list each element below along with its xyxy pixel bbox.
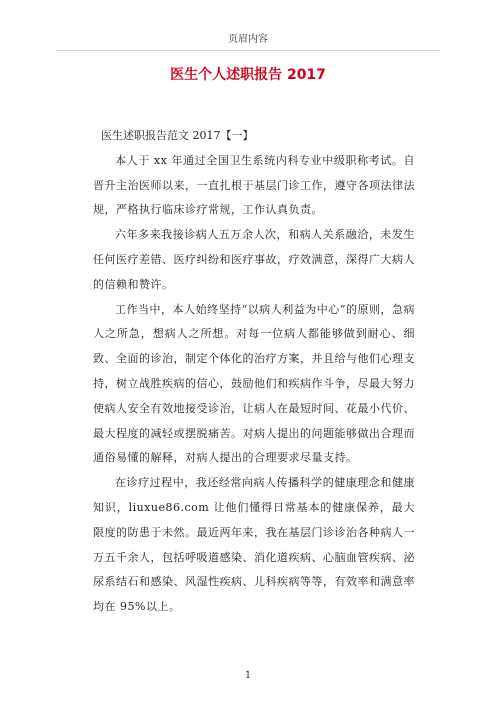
paragraph-1: 本人于 xx 年通过全国卫生系统内科专业中级职称考试。自晋升主治医师以来，一直扎根于基层门诊工作，遵守各项法律法规，严格执行临床诊疗常规，工作认真负责。 xyxy=(93,153,415,217)
paragraph-2: 六年多来我接诊病人五万余人次，和病人关系融洽，未发生任何医疗差错、医疗纠纷和医疗事故，疗效满意，深得广大病人的信赖和赞许。 xyxy=(93,228,415,291)
document-title: 医生个人述职报告 2017 xyxy=(170,67,326,83)
paragraph-3: 工作当中，本人始终坚持“以病人利益为中心”的原则，急病人之所急，想病人之所想。对每一位病人都能够做到耐心、细致、全面的诊治，制定个体化的治疗方案，并且给与他们心理支持，树立战胜疾病的信心，鼓励他们和疾病作斗争，尽最大努力使病人安全有效地接受诊治，让病人在最短时间、花最小代价、最大程度的减轻或摆脱痛苦。对病人提出的问题能够做出合理而通俗易懂的解释，对病人提出的合理要求尽量支持。 xyxy=(93,302,415,465)
header-divider xyxy=(56,50,440,51)
paragraph-4: 在诊疗过程中，我还经常向病人传播科学的健康理念和健康知识，liuxue86.com 让他们懂得日常基本的健康保养，最大限度的防患于未然。最近两年来，我在基层门诊诊治各种病人一万五千余人，包括呼吸道感染、消化道疾病、心脑血管疾病、泌尿系结石和感染、风湿性疾病、儿科疾病等等，有效率和满意率均在 95%以上。 xyxy=(93,476,415,614)
page-header: 页眉内容 xyxy=(228,34,268,45)
page-number: 1 xyxy=(244,670,252,681)
document-body xyxy=(93,124,415,620)
section-heading: 医生述职报告范文 2017【一】 xyxy=(101,129,254,142)
